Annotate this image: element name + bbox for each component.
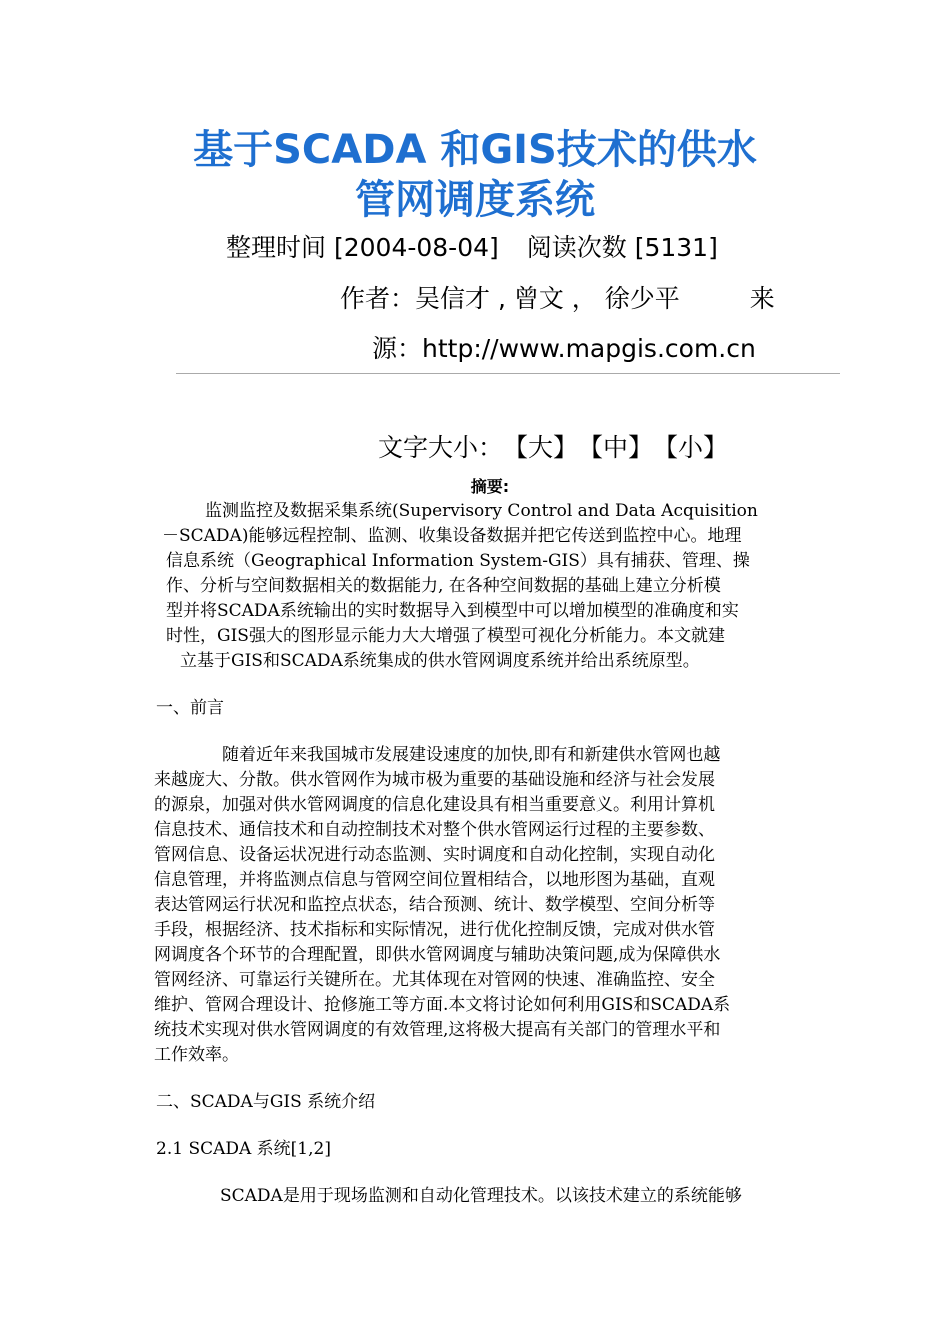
source-label-start: 来 — [749, 284, 775, 313]
header-divider — [176, 373, 840, 374]
abstract-line: 作、分析与空间数据相关的数据能力, 在各种空间数据的基础上建立分析模 — [166, 576, 721, 596]
body-line: 管网信息、设备运状况进行动态监测、实时调度和自动化控制，实现自动化 — [154, 845, 715, 865]
body-line: 信息技术、通信技术和自动控制技术对整个供水管网运行过程的主要参数、 — [154, 820, 715, 840]
body-line: 随着近年来我国城市发展建设速度的加快,即有和新建供水管网也越 — [222, 745, 721, 765]
abstract-line: 信息系统（Geographical Information System-GIS）具有捕获、管理、操 — [166, 551, 750, 571]
abstract-line: －SCADA)能够远程控制、监测、收集设备数据并把它传送到监控中心。地理 — [162, 526, 742, 546]
authors: 作者：吴信才 , 曾文 ， 徐少平 — [340, 284, 680, 313]
subsection-heading-scada: 2.1 SCADA 系统[1,2] — [156, 1139, 331, 1159]
abstract-line: 立基于GIS和SCADA系统集成的供水管网调度系统并给出系统原型。 — [180, 651, 700, 671]
font-size-selector — [378, 431, 728, 465]
time-label: 整理时间 — [226, 233, 327, 262]
article-title-line-2: 管网调度系统 — [355, 177, 595, 223]
body-line: 的源泉，加强对供水管网调度的信息化建设具有相当重要意义。利用计算机 — [154, 795, 715, 815]
body-line: 信息管理，并将监测点信息与管网空间位置相结合，以地形图为基础，直观 — [154, 870, 715, 890]
time-value: [2004-08-04] — [333, 233, 499, 262]
reads-label: 阅读次数 — [526, 233, 627, 262]
abstract-heading: 摘要: — [470, 477, 510, 496]
body-line: SCADA是用于现场监测和自动化管理技术。以该技术建立的系统能够 — [220, 1186, 742, 1206]
font-size-small-link[interactable]: 【小】 — [653, 433, 729, 462]
publish-info — [226, 231, 718, 265]
body-line: 网调度各个环节的合理配置，即供水管网调度与辅助决策问题,成为保障供水 — [154, 945, 721, 965]
body-line: 管网经济、可靠运行关键所在。尤其体现在对管网的快速、准确监控、安全 — [154, 970, 715, 990]
body-line: 工作效率。 — [154, 1045, 239, 1065]
body-line: 统技术实现对供水管网调度的有效管理,这将极大提高有关部门的管理水平和 — [154, 1020, 721, 1040]
font-size-label: 文字大小： — [378, 433, 504, 462]
font-size-large-link[interactable]: 【大】 — [503, 433, 579, 462]
author-line — [340, 282, 775, 316]
body-line: 手段，根据经济、技术指标和实际情况，进行优化控制反馈，完成对供水管 — [154, 920, 715, 940]
body-line: 来越庞大、分散。供水管网作为城市极为重要的基础设施和经济与社会发展 — [154, 770, 715, 790]
body-line: 维护、管网合理设计、抢修施工等方面.本文将讨论如何利用GIS和SCADA系 — [154, 995, 731, 1015]
reads-value: [5131] — [634, 233, 718, 262]
abstract-line: 型并将SCADA系统输出的实时数据导入到模型中可以增加模型的准确度和实 — [166, 601, 739, 621]
article-title-line-1: 基于SCADA 和GIS技术的供水 — [193, 127, 757, 173]
abstract-line: 监测监控及数据采集系统(Supervisory Control and Data Acquisition — [205, 501, 758, 521]
source-line: 源：http://www.mapgis.com.cn — [372, 334, 756, 363]
abstract-line: 时性，GIS强大的图形显示能力大大增强了模型可视化分析能力。本文就建 — [166, 626, 725, 646]
section-heading-scada-gis: 二、SCADA与GIS 系统介绍 — [156, 1092, 376, 1112]
body-line: 表达管网运行状况和监控点状态，结合预测、统计、数学模型、空间分析等 — [154, 895, 715, 915]
section-heading-intro: 一、前言 — [156, 698, 224, 718]
font-size-medium-link[interactable]: 【中】 — [578, 433, 654, 462]
